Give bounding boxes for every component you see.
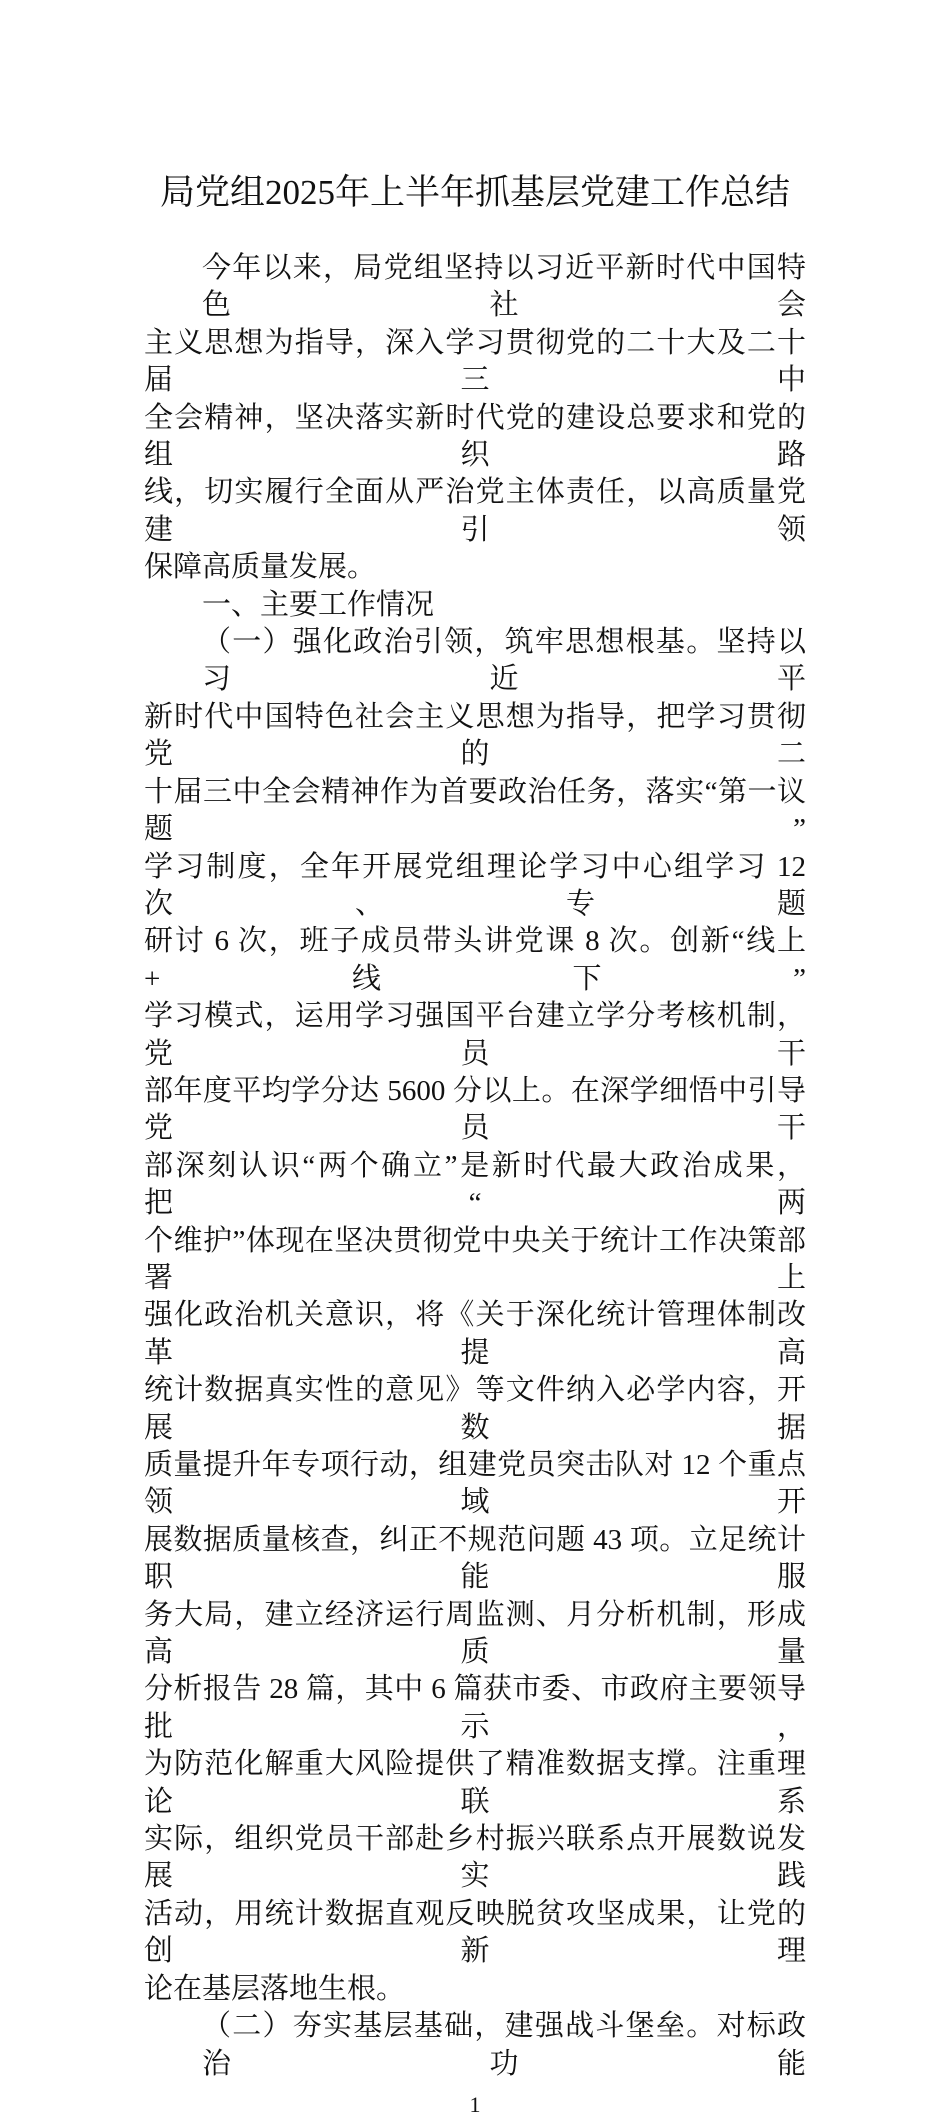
text-line: 新时代中国特色社会主义思想为指导，把学习贯彻党的二 <box>144 700 806 771</box>
text-line: 线，切实履行全面从严治党主体责任，以高质量党建引领 <box>144 476 806 546</box>
text-line: （一）强化政治引领，筑牢思想根基。坚持以习近平 <box>202 626 806 696</box>
paragraph <box>144 624 806 2008</box>
text-line: 个维护”体现在坚决贯彻党中央关于统计工作决策部署上 <box>144 1224 806 1294</box>
text-line: 质量提升年专项行动，组建党员突击队对 12 个重点领域开 <box>144 1449 806 1519</box>
document-body <box>144 250 806 2083</box>
paragraph <box>144 250 806 587</box>
text-line: 学习模式，运用学习强国平台建立学分考核机制，党员干 <box>144 1000 806 1070</box>
text-line: 保障高质量发展。 <box>144 551 377 584</box>
text-line: 强化政治机关意识，将《关于深化统计管理体制改革提高 <box>144 1299 806 1369</box>
text-line: 展数据质量核查，纠正不规范问题 43 项。立足统计职能服 <box>144 1523 806 1594</box>
text-line: 为防范化解重大风险提供了精准数据支撑。注重理论联系 <box>144 1748 806 1818</box>
text-line: 实际，组织党员干部赴乡村振兴联系点开展数说发展实践 <box>144 1823 806 1893</box>
text-line: 主义思想为指导，深入学习贯彻党的二十大及二十届三中 <box>144 326 806 397</box>
text-line: （二）夯实基层基础，建强战斗堡垒。对标政治功能 <box>202 2010 806 2080</box>
text-line: 部年度平均学分达 5600 分以上。在深学细悟中引导党员干 <box>144 1074 806 1145</box>
text-line: 全会精神，坚决落实新时代党的建设总要求和党的组织路 <box>144 401 806 472</box>
document-title: 局党组2025年上半年抓基层党建工作总结 <box>159 173 790 212</box>
text-line: 务大局，建立经济运行周监测、月分析机制，形成高质量 <box>144 1598 806 1669</box>
text-line: 一、主要工作情况 <box>202 588 435 621</box>
text-line: 统计数据真实性的意见》等文件纳入必学内容，开展数据 <box>144 1374 806 1444</box>
text-line: 学习制度，全年开展党组理论学习中心组学习 12 次、专题 <box>144 850 806 920</box>
text-line: 今年以来，局党组坚持以习近平新时代中国特色社会 <box>202 252 806 322</box>
text-line: 研讨 6 次，班子成员带头讲党课 8 次。创新“线上+线下” <box>144 925 806 995</box>
text-line: 十届三中全会精神作为首要政治任务，落实“第一议题” <box>144 775 806 846</box>
page-number: 1 <box>469 2091 481 2117</box>
text-line: 活动，用统计数据直观反映脱贫攻坚成果，让党的创新理 <box>144 1897 806 1968</box>
paragraph <box>144 587 806 624</box>
paragraph <box>144 2008 806 2083</box>
text-line: 论在基层落地生根。 <box>144 1972 406 2005</box>
text-line: 部深刻认识“两个确立”是新时代最大政治成果，把“两 <box>144 1149 806 1220</box>
text-line: 分析报告 28 篇，其中 6 篇获市委、市政府主要领导批示， <box>144 1673 806 1743</box>
